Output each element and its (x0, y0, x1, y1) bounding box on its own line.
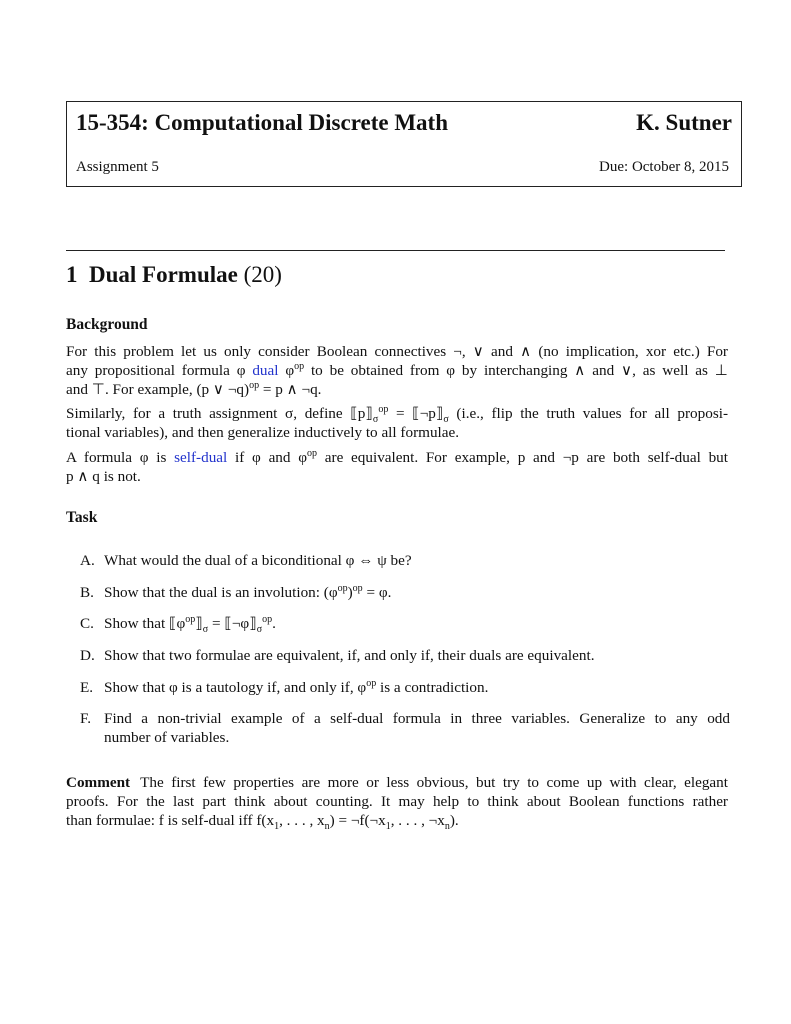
section-points: (20) (243, 262, 282, 287)
subscript: n (444, 821, 450, 832)
task-letter: C. (80, 615, 94, 632)
text-span: if φ and φ (227, 449, 308, 466)
subscript: 1 (274, 821, 280, 832)
text-span: φ (278, 362, 295, 379)
header-box (66, 101, 742, 187)
text-line (66, 404, 728, 423)
superscript: op (352, 583, 363, 594)
text-span: and ⊤. For example, (p ∨ ¬q) (66, 381, 250, 398)
section-name: Dual Formulae (89, 262, 238, 287)
background-paragraph-1 (66, 342, 728, 399)
section-number: 1 (66, 262, 78, 287)
superscript: op (185, 614, 196, 625)
background-paragraph-2 (66, 404, 728, 442)
task-heading: Task (66, 509, 98, 526)
text-line: number of variables. (104, 729, 230, 746)
text-span: than formulae: f is self-dual iff f(x (66, 812, 275, 829)
section-divider (66, 250, 725, 251)
task-letter: D. (80, 647, 95, 664)
text-line (66, 811, 728, 830)
subscript: σ (256, 624, 263, 635)
dual-link[interactable]: dual (252, 362, 279, 379)
text-span: . (272, 615, 276, 632)
text-line: Find a non-trivial example of a self-dual formula in three variables. Generalize to any odd (104, 710, 730, 727)
task-text (104, 709, 730, 747)
text-span: Show that φ is a tautology if, and only if, φ (104, 679, 367, 696)
text-span: to be obtained from φ by interchanging ∧ and ∨, as well as ⊥ (304, 362, 729, 379)
superscript: op (294, 361, 305, 372)
subscript: σ (443, 414, 449, 425)
text-span: = p ∧ ¬q. (259, 381, 322, 398)
task-text (104, 614, 730, 633)
background-paragraph-3 (66, 448, 728, 486)
text-span: (i.e., flip the truth values for all proposi- (448, 405, 729, 422)
subscript: σ (202, 624, 209, 635)
text-line (66, 773, 728, 792)
section-title (66, 262, 282, 288)
text-line: p ∧ q is not. (66, 468, 141, 485)
course-title: 15-354: Computational Discrete Math (76, 110, 448, 135)
subscript: n (324, 821, 330, 832)
text-span: = ⟦¬φ⟧ (208, 615, 257, 632)
text-span: , . . . , ¬x (390, 812, 445, 829)
superscript: op (262, 614, 273, 625)
text-span: are equivalent. For example, p and ¬p are both self-dual but (317, 449, 728, 466)
superscript: op (337, 583, 348, 594)
author-name: K. Sutner (636, 110, 732, 135)
text-span: The first few properties are more or less obvious, but try to come up with clear, elegant (140, 774, 728, 791)
text-span: ) = ¬f(¬x (329, 812, 386, 829)
text-line (66, 361, 728, 380)
comment-paragraph (66, 773, 728, 830)
subscript: 1 (385, 821, 391, 832)
text-span: Show that the dual is an involution: (φ (104, 584, 338, 601)
subscript: σ (372, 414, 379, 425)
task-letter: B. (80, 584, 94, 601)
due-date: Due: October 8, 2015 (599, 159, 729, 175)
comment-label: Comment (66, 774, 131, 791)
task-letter: E. (80, 679, 94, 696)
task-text: Show that two formulae are equivalent, if, and only if, their duals are equivalent. (104, 647, 595, 664)
text-span: = ⟦¬p⟧ (388, 405, 444, 422)
text-span: is a contradiction. (376, 679, 489, 696)
text-span: = φ. (362, 584, 392, 601)
self-dual-link[interactable]: self-dual (174, 449, 228, 466)
superscript: op (366, 678, 377, 689)
superscript: op (249, 380, 260, 391)
text-span: ). (449, 812, 459, 829)
text-span: , . . . , x (279, 812, 325, 829)
text-span: Show that ⟦φ (104, 615, 186, 632)
text-span: any propositional formula φ (66, 362, 253, 379)
task-letter: F. (80, 710, 92, 727)
superscript: op (307, 448, 318, 459)
background-heading: Background (66, 316, 148, 333)
superscript: op (378, 404, 389, 415)
task-text (104, 678, 730, 697)
text-line: tional variables), and then generalize inductively to all formulae. (66, 424, 460, 441)
task-text: What would the dual of a biconditional φ ⇔ ψ be? (104, 552, 412, 569)
text-line: For this problem let us only consider Boolean connectives ¬, ∨ and ∧ (no implication, xor etc.) For (66, 343, 728, 360)
text-span: ) (347, 584, 353, 601)
text-span: ⟧ (195, 615, 203, 632)
text-span: Similarly, for a truth assignment σ, define ⟦p⟧ (66, 405, 373, 422)
text-line (66, 448, 728, 467)
assignment-label: Assignment 5 (76, 159, 159, 175)
text-span: A formula φ is (66, 449, 175, 466)
text-line (66, 380, 728, 399)
task-text (104, 583, 730, 602)
text-line: proofs. For the last part think about counting. It may help to think about Boolean functions rather (66, 793, 728, 810)
task-letter: A. (80, 552, 95, 569)
